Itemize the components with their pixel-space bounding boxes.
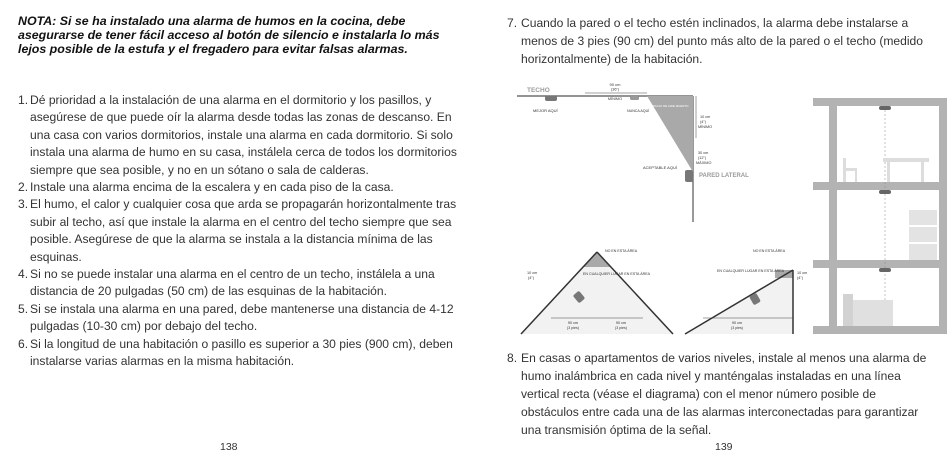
smoke-alarm-icon (545, 96, 557, 101)
side-wall-label: PARED LATERAL (699, 173, 749, 179)
svg-text:(3 pies): (3 pies) (731, 326, 743, 330)
table-icon (883, 158, 929, 162)
list-item-7: 7. Cuando la pared o el techo estén inclinados, la alarma debe instalarse a menos de 3 pies (90 cm) del punto más alto de la pared o el techo (medido horizontalmente) de la habitación. (507, 16, 924, 66)
smoke-alarm-icon (879, 268, 891, 272)
wall-ceiling-diagram (515, 82, 749, 224)
any-place-label: EN CUALQUIER LUGAR EN ESTA ÁREA (717, 269, 785, 273)
no-area-label: NO EN ESTA ÁREA (605, 249, 638, 253)
page-number-right: 139 (715, 441, 733, 453)
multi-level-house-diagram (813, 98, 947, 334)
kitchen-note: NOTA: Si se ha instalado una alarma de humos en la cocina, debe asegurarse de tener fácil acceso al botón de silencio e instalarla lo más lejos posible de la estufa y el fregadero para evitar falsas alarmas. (18, 14, 440, 57)
page-number-left: 138 (220, 441, 238, 453)
svg-text:MÍNIMO: MÍNIMO (698, 125, 713, 129)
dist-side-label: 10 cm (700, 115, 711, 119)
list-item: 6. Si la longitud de una habitación o pasillo es superior a 30 pies (900 cm), deben instalarse varias alarmas en la misma habitación. (18, 336, 453, 369)
list-item: 1. Dé prioridad a la instalación de una alarma en el dormitorio y los pasillos, y asegúrese de que puede oír la alarma desde todas las zonas de descanso. En una casa con varios dormitorios, instale una alarma en cada dormitorio. Si solo instala una alarma de humo en su casa, instálela cerca de todos los dormitorios siempre que sea posible, y no en un sótano o sala de calderas. (18, 93, 457, 177)
no-area-zone (583, 252, 611, 267)
svg-text:(12"): (12") (698, 156, 707, 160)
svg-text:(3 pies): (3 pies) (615, 326, 627, 330)
svg-text:(36"): (36") (610, 87, 620, 92)
svg-text:90 cm: 90 cm (615, 321, 627, 325)
svg-text:MÍNIMO: MÍNIMO (607, 97, 623, 101)
list-item: 5. Si se instala una alarma en una pared, debe mantenerse una distancia de 4-12 pulgadas (10-30 cm) por debajo del techo. (18, 301, 454, 334)
dist-label: 10 cm (797, 271, 808, 275)
svg-text:90 cm: 90 cm (731, 321, 743, 325)
dist-top-label: 90 cm (609, 82, 621, 87)
no-area-label: NO EN ESTA ÁREA (753, 249, 786, 253)
peaked-ceiling-diagram (523, 248, 671, 334)
list-item: 4. Si no se puede instalar una alarma en el centro de un techo, instálela a una distancia de 20 pulgadas (50 cm) de las esquinas de la habitación. (18, 267, 435, 299)
list-item-8: 8. En casas o apartamentos de varios niveles, instale al menos una alarma de humo inalámbrica en cada nivel y manténgalas instaladas en una línea vertical recta (véase el diagrama) con el menor número posible de obstáculos entre cada una de las alarmas interconectadas para garantizar una transmisión óptima de la señal. (507, 351, 927, 437)
svg-text:(4"): (4") (528, 276, 534, 280)
svg-text:(3 pies): (3 pies) (567, 326, 579, 330)
svg-text:(4"): (4") (797, 276, 803, 280)
ceiling-label: TECHO (527, 87, 550, 94)
right-page (475, 0, 950, 455)
smoke-alarm-icon (630, 96, 639, 100)
smoke-alarm-icon (685, 170, 693, 182)
svg-text:(4"): (4") (700, 120, 706, 124)
sloped-ceiling-diagram (675, 248, 811, 334)
never-here-label: NUNCA AQUÍ (627, 109, 650, 113)
placement-list (18, 92, 458, 371)
svg-text:90 cm: 90 cm (567, 321, 579, 325)
svg-text:MÁXIMO: MÁXIMO (696, 161, 712, 165)
acceptable-label: ACEPTABLE AQUÍ (643, 165, 677, 170)
shelf-icon (909, 210, 937, 260)
dead-air-label: ESPACIO DE AIRE MUERTO (649, 104, 689, 108)
dist-max-label: 30 cm (698, 151, 709, 155)
list-item: 2. Instale una alarma encima de la escalera y en cada piso de la casa. (18, 180, 394, 195)
any-place-label: EN CUALQUIER LUGAR EN ESTA ÁREA (583, 272, 651, 276)
dist-label: 10 cm (527, 271, 538, 275)
smoke-alarm-icon (879, 190, 891, 194)
smoke-alarm-icon (879, 106, 891, 110)
list-item: 3. El humo, el calor y cualquier cosa que arda se propagarán horizontalmente tras subir al techo, así que instale la alarma en el centro del techo siempre que sea posible. Asegúrese de que la alarma se instala a la distancia mínima de las esquinas. (18, 197, 457, 264)
best-here-label: MEJOR AQUÍ (533, 108, 558, 113)
